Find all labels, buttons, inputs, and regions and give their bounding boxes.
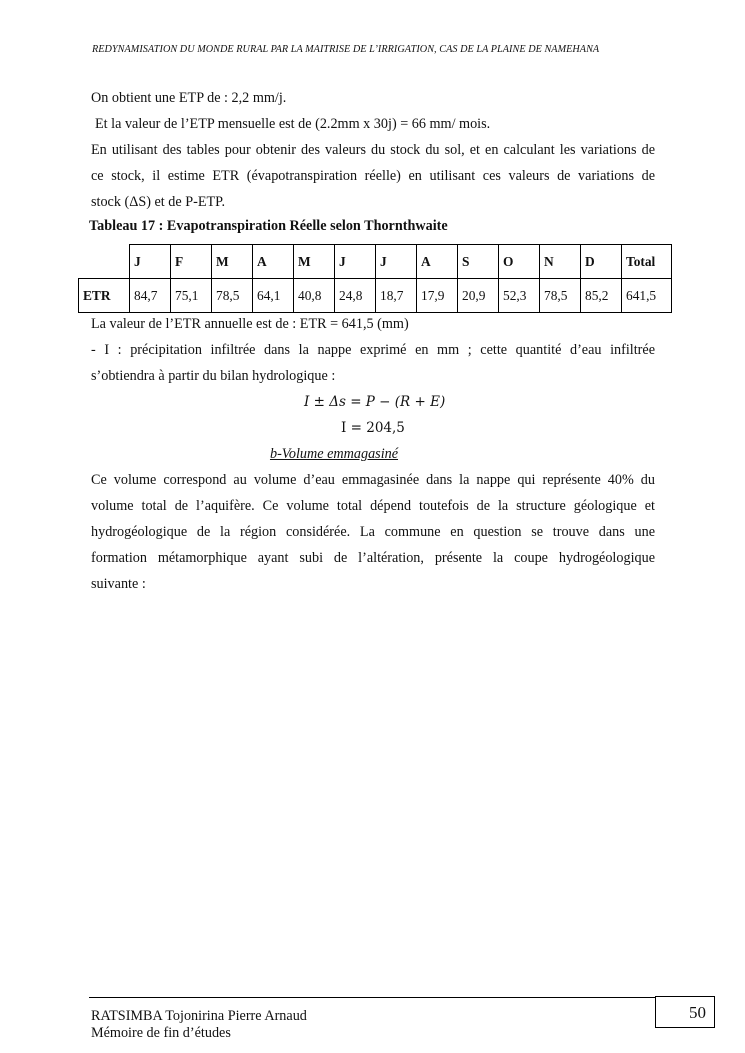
infiltration-result: I = 204,5 [341,420,405,436]
volume-paragraph-line-4: formation métamorphique ayant subi de l’altération, présente la coupe hydrogéologique [91,550,655,566]
volume-paragraph-line-2: volume total de l’aquifère. Ce volume total dépend toutefois de la structure géologique et [91,498,655,514]
etr-table [78,244,672,313]
value-cell: 20,9 [458,279,499,313]
table-corner-cell [79,245,130,279]
value-cell: 84,7 [130,279,171,313]
footer-author: RATSIMBA Tojonirina Pierre Arnaud [91,1008,307,1024]
footer-divider [89,997,655,998]
value-cell: 18,7 [376,279,417,313]
volume-paragraph-line-1: Ce volume correspond au volume d’eau emmagasinée dans la nappe qui représente 40% du [91,472,655,488]
value-cell: 64,1 [253,279,294,313]
page-number: 50 [655,996,715,1028]
header-cell: M [212,245,253,279]
value-cell: 78,5 [540,279,581,313]
stock-paragraph-line-1: En utilisant des tables pour obtenir des valeurs du stock du sol, et en calculant les variations de [91,142,655,158]
table-caption: Tableau 17 : Evapotranspiration Réelle selon Thornthwaite [89,218,448,234]
table-header-row [79,245,672,279]
header-cell: A [417,245,458,279]
header-cell: O [499,245,540,279]
header-cell: J [335,245,376,279]
value-cell: 17,9 [417,279,458,313]
volume-paragraph-line-3: hydrogéologique de la région considérée. La commune en question se trouve dans une [91,524,655,540]
value-cell: 78,5 [212,279,253,313]
header-cell: F [171,245,212,279]
value-cell: 75,1 [171,279,212,313]
water-balance-formula: I ± Δs = P − (R + E) [304,394,446,410]
header-cell: M [294,245,335,279]
infiltration-line-2: s’obtiendra à partir du bilan hydrologique : [91,368,336,384]
infiltration-line-1: - I : précipitation infiltrée dans la nappe exprimé en mm ; cette quantité d’eau infiltrée [91,342,655,358]
subheading-volume: b-Volume emmagasiné [269,446,399,462]
running-header: REDYNAMISATION DU MONDE RURAL PAR LA MAITRISE DE L’IRRIGATION, CAS DE LA PLAINE DE NAMEHANA [92,44,600,55]
header-cell: N [540,245,581,279]
value-cell: 24,8 [335,279,376,313]
stock-paragraph-line-3: stock (ΔS) et de P-ETP. [91,194,226,210]
header-cell: A [253,245,294,279]
etp-line: On obtient une ETP de : 2,2 mm/j. [91,90,287,106]
header-cell: D [581,245,622,279]
footer-document-type: Mémoire de fin d’études [91,1025,231,1041]
header-cell: J [130,245,171,279]
table-row [79,279,672,313]
row-label-etr: ETR [79,279,130,313]
etp-month-line: Et la valeur de l’ETP mensuelle est de (2.2mm x 30j) = 66 mm/ mois. [95,116,491,132]
header-cell-total: Total [622,245,672,279]
stock-paragraph-line-2: ce stock, il estime ETR (évapotranspiration réelle) en utilisant ces valeurs de variations de [91,168,655,184]
value-cell: 52,3 [499,279,540,313]
header-cell: J [376,245,417,279]
etr-annual-line: La valeur de l’ETR annuelle est de : ETR = 641,5 (mm) [91,316,409,332]
volume-paragraph-line-5: suivante : [91,576,146,592]
header-cell: S [458,245,499,279]
value-cell: 40,8 [294,279,335,313]
value-cell-total: 641,5 [622,279,672,313]
value-cell: 85,2 [581,279,622,313]
